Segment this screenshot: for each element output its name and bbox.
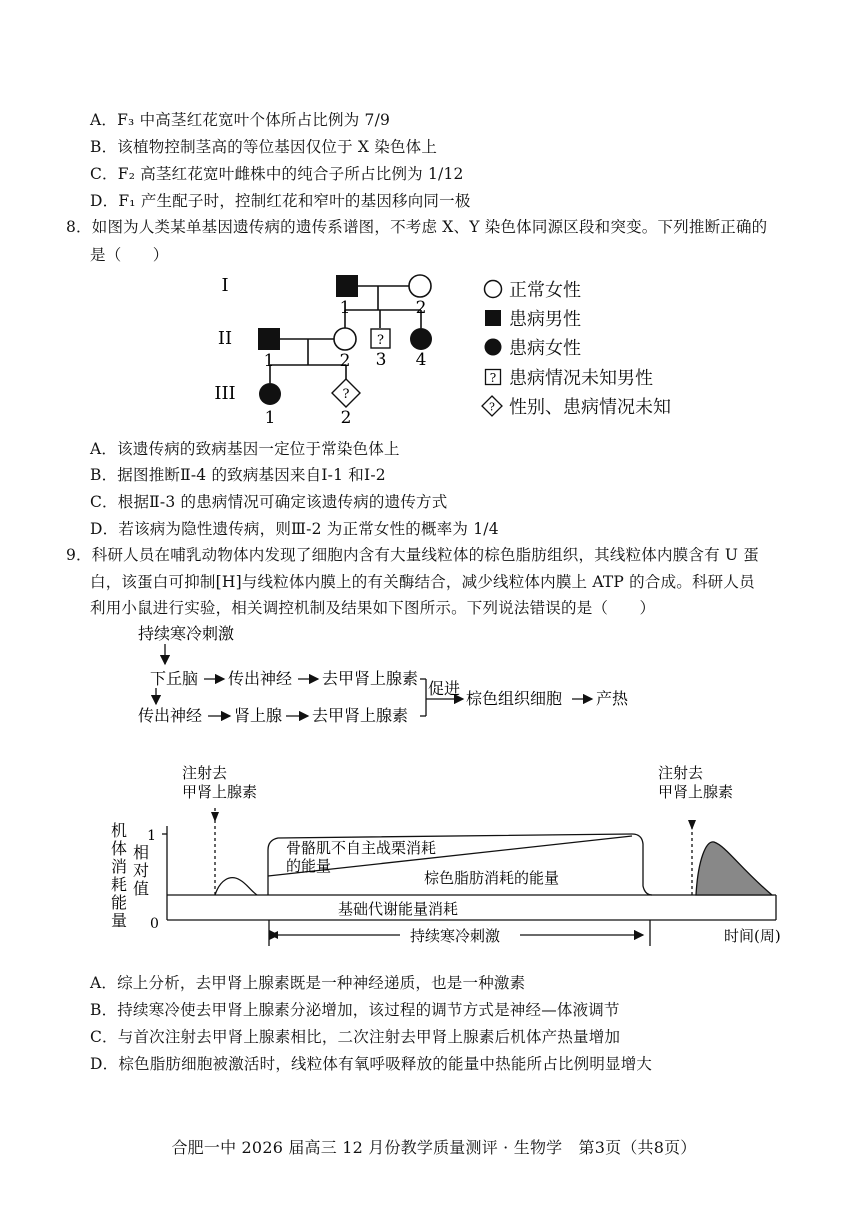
- num-II4: 4: [415, 350, 427, 370]
- page-footer: 合肥一中 2026 届高三 12 月份教学质量测评 · 生物学 第3页（共8页）: [171, 1138, 697, 1157]
- legend-affected-male-label: 患病男性: [509, 309, 581, 330]
- y-tick-one: 1: [147, 828, 156, 844]
- q9-stem-line3: 利用小鼠进行实验，相关调控机制及结果如下图所示。下列说法错误的是（ ）: [90, 599, 656, 617]
- legend-unknown-sex: [481, 393, 671, 419]
- q8-option-a: A．该遗传病的致病基因一定位于常染色体上: [90, 440, 400, 458]
- pedigree-II2-normal-female: [334, 328, 356, 350]
- flow-cold-stimulus: 持续寒冷刺激: [138, 624, 235, 643]
- gen-label-II: II: [217, 328, 233, 349]
- flow-promote: 促进: [428, 679, 461, 698]
- legend-unknown-male: [483, 364, 653, 390]
- q9-option-d: D．棕色脂肪细胞被激活时，线粒体有氧呼吸释放的能量中热能所占比例明显增大: [90, 1055, 653, 1073]
- pedigree-II4-affected-female: [410, 328, 432, 350]
- inject-label-2: 注射去甲肾上腺素: [658, 764, 734, 801]
- y-axis-label-energy: 机体消耗能量: [108, 822, 128, 930]
- q9-option-c: C．与首次注射去甲肾上腺素相比，二次注射去甲肾上腺素后机体产热量增加: [90, 1028, 621, 1046]
- flow-efferent-nerve-2: 传出神经: [138, 706, 203, 725]
- y-tick-zero: 0: [150, 916, 159, 932]
- legend-normal-female: [483, 276, 581, 302]
- pedigree-III2-question: ?: [342, 387, 350, 402]
- num-III2: 2: [340, 408, 352, 425]
- q9-option-b: B．持续寒冷使去甲肾上腺素分泌增加，该过程的调节方式是神经—体液调节: [90, 1001, 620, 1019]
- num-I2: 2: [415, 298, 427, 318]
- gen-label-III: III: [214, 383, 236, 404]
- flow-heat-production: 产热: [596, 689, 629, 708]
- pedigree-III1-affected-female: [259, 383, 281, 405]
- circle-open-icon: [483, 279, 503, 299]
- inject-label-1: 注射去甲肾上腺素: [182, 764, 258, 801]
- gen-label-I: I: [221, 275, 229, 296]
- brown-fat-energy-label: 棕色脂肪消耗的能量: [424, 869, 560, 887]
- num-II3: 3: [375, 350, 387, 370]
- pedigree-II3-question: ?: [377, 333, 384, 348]
- num-I1: 1: [339, 298, 351, 318]
- energy-consumption-graph: [100, 750, 820, 960]
- q7-option-d: D．F₁ 产生配子时，控制红花和窄叶的基因移向同一极: [90, 192, 471, 210]
- flow-adrenal-gland: 肾上腺: [234, 706, 283, 725]
- pedigree-I1-affected-male: [336, 275, 358, 297]
- q8-stem-line2: 是（ ）: [90, 246, 169, 264]
- num-III1: 1: [264, 408, 276, 425]
- flow-hypothalamus: 下丘脑: [150, 669, 199, 688]
- q7-option-a: A．F₃ 中高茎红花宽叶个体所占比例为 7/9: [90, 111, 391, 129]
- q8-option-c: C．根据Ⅱ-3 的患病情况可确定该遗传病的遗传方式: [90, 493, 448, 511]
- flow-norepinephrine-1: 去甲肾上腺素: [322, 669, 419, 688]
- second-injection-peak: [696, 842, 772, 895]
- q9-option-a: A．综上分析，去甲肾上腺素既是一种神经递质，也是一种激素: [90, 974, 526, 992]
- flow-efferent-nerve-1: 传出神经: [228, 669, 293, 688]
- square-question-mark: ?: [489, 371, 497, 385]
- square-question-icon: [483, 367, 503, 387]
- legend-affected-male: [483, 305, 581, 331]
- num-II2: 2: [339, 351, 351, 371]
- square-filled-icon: [483, 308, 503, 328]
- x-axis-label: 时间(周): [724, 927, 781, 945]
- injection-arrow-2: [688, 820, 696, 830]
- q9-stem-line2: 白，该蛋白可抑制[H]与线粒体内膜上的有关酶结合，减少线粒体内膜上 ATP 的合成。科研人员: [90, 573, 755, 591]
- legend-normal-female-label: 正常女性: [509, 280, 581, 301]
- q9-stem-line1: 9．科研人员在哺乳动物体内发现了细胞内含有大量线粒体的棕色脂肪组织，其线粒体内膜含有 U 蛋: [66, 546, 759, 564]
- legend-unknown-sex-label: 性别、患病情况未知: [509, 397, 671, 418]
- q8-option-d: D．若该病为隐性遗传病，则Ⅲ-2 为正常女性的概率为 1/4: [90, 520, 499, 538]
- q8-option-b: B．据图推断Ⅱ-4 的致病基因来自Ⅰ-1 和Ⅰ-2: [90, 466, 386, 484]
- y-axis-label-relative: 相对值: [130, 844, 150, 898]
- basal-metabolism-label: 基础代谢能量消耗: [338, 900, 459, 918]
- legend-affected-female: [483, 334, 581, 360]
- shiver-energy-label: 骨骼肌不自主战栗消耗的能量: [286, 839, 437, 875]
- diamond-question-icon: [481, 395, 503, 417]
- pedigree-II1-affected-male: [258, 328, 280, 350]
- num-II1: 1: [263, 351, 275, 371]
- legend-affected-female-label: 患病女性: [509, 338, 581, 359]
- circle-filled-icon: [483, 337, 503, 357]
- flow-norepinephrine-2: 去甲肾上腺素: [312, 706, 409, 725]
- legend-unknown-male-label: 患病情况未知男性: [509, 368, 653, 389]
- diamond-question-mark: ?: [489, 400, 495, 414]
- regulation-flow-diagram: [120, 618, 660, 738]
- q7-option-c: C．F₂ 高茎红花宽叶雌株中的纯合子所占比例为 1/12: [90, 165, 464, 183]
- cold-period-label: 持续寒冷刺激: [410, 927, 501, 945]
- injection-arrow-1: [211, 812, 219, 822]
- pedigree-I2-normal-female: [409, 275, 431, 297]
- flow-brown-fat-cell: 棕色组织细胞: [466, 689, 563, 708]
- q7-option-b: B．该植物控制茎高的等位基因仅位于 X 染色体上: [90, 138, 438, 156]
- q8-stem-line1: 8．如图为人类某单基因遗传病的遗传系谱图，不考虑 X、Y 染色体同源区段和突变。下列推断正确的: [66, 218, 768, 236]
